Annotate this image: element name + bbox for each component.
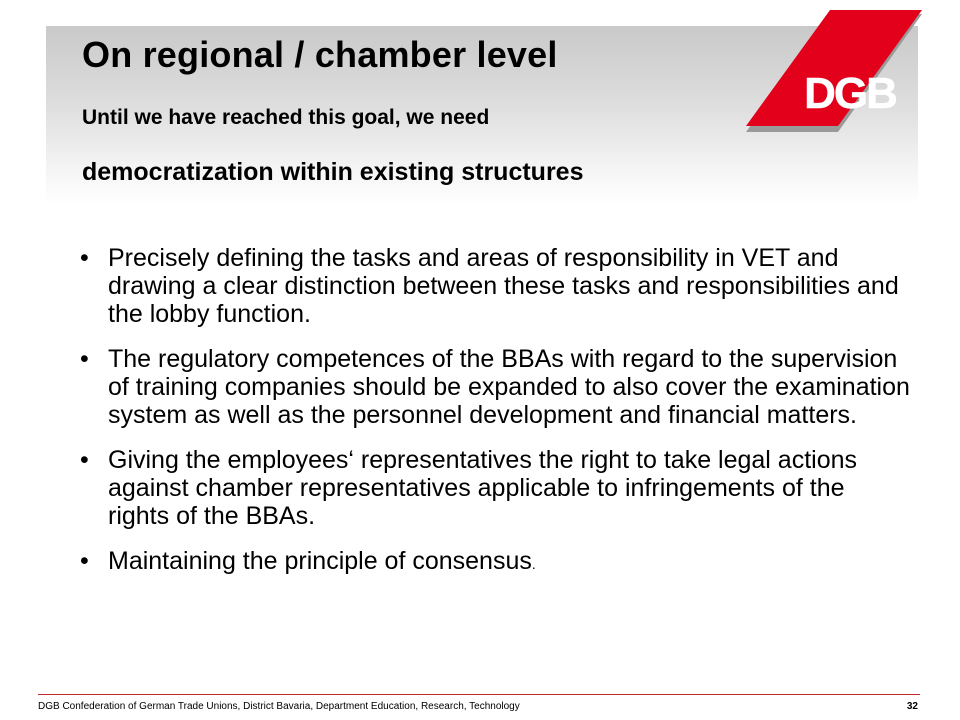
bullet-item [80,446,910,530]
footer-divider [38,694,920,695]
bullet-symbol: • [80,345,89,373]
bullet-text: Precisely defining the tasks and areas of responsibility in VET and drawing a clear distinction between these tasks and responsibilities and the lobby function. [108,244,899,328]
bullet-trailing-period: . [531,556,536,572]
page-number: 32 [906,701,918,712]
bullet-list [80,244,910,595]
bullet-symbol: • [80,446,89,474]
footer-text: DGB Confederation of German Trade Unions, District Bavaria, Department Education, Research, Technology [38,701,520,712]
bullet-symbol: • [80,244,89,272]
slide-title: On regional / chamber level [82,34,558,75]
bullet-item [80,345,910,429]
slide-subtitle-line2: democratization within existing structures [82,158,584,186]
dgb-logo-text: DGB [804,69,896,118]
bullet-item [80,244,910,328]
bullet-item [80,547,910,578]
dgb-logo [746,8,922,132]
slide-subtitle-line1: Until we have reached this goal, we need [82,106,490,129]
bullet-text: Giving the employees‘ representatives the right to take legal actions against chamber representatives applicable to infringements of the rights of the BBAs. [108,446,858,530]
bullet-symbol: • [80,547,89,575]
bullet-text: Maintaining the principle of consensus [108,547,532,575]
bullet-text: The regulatory competences of the BBAs with regard to the supervision of training companies should be expanded to also cover the examination system as well as the personnel development and financial matters. [108,345,910,429]
